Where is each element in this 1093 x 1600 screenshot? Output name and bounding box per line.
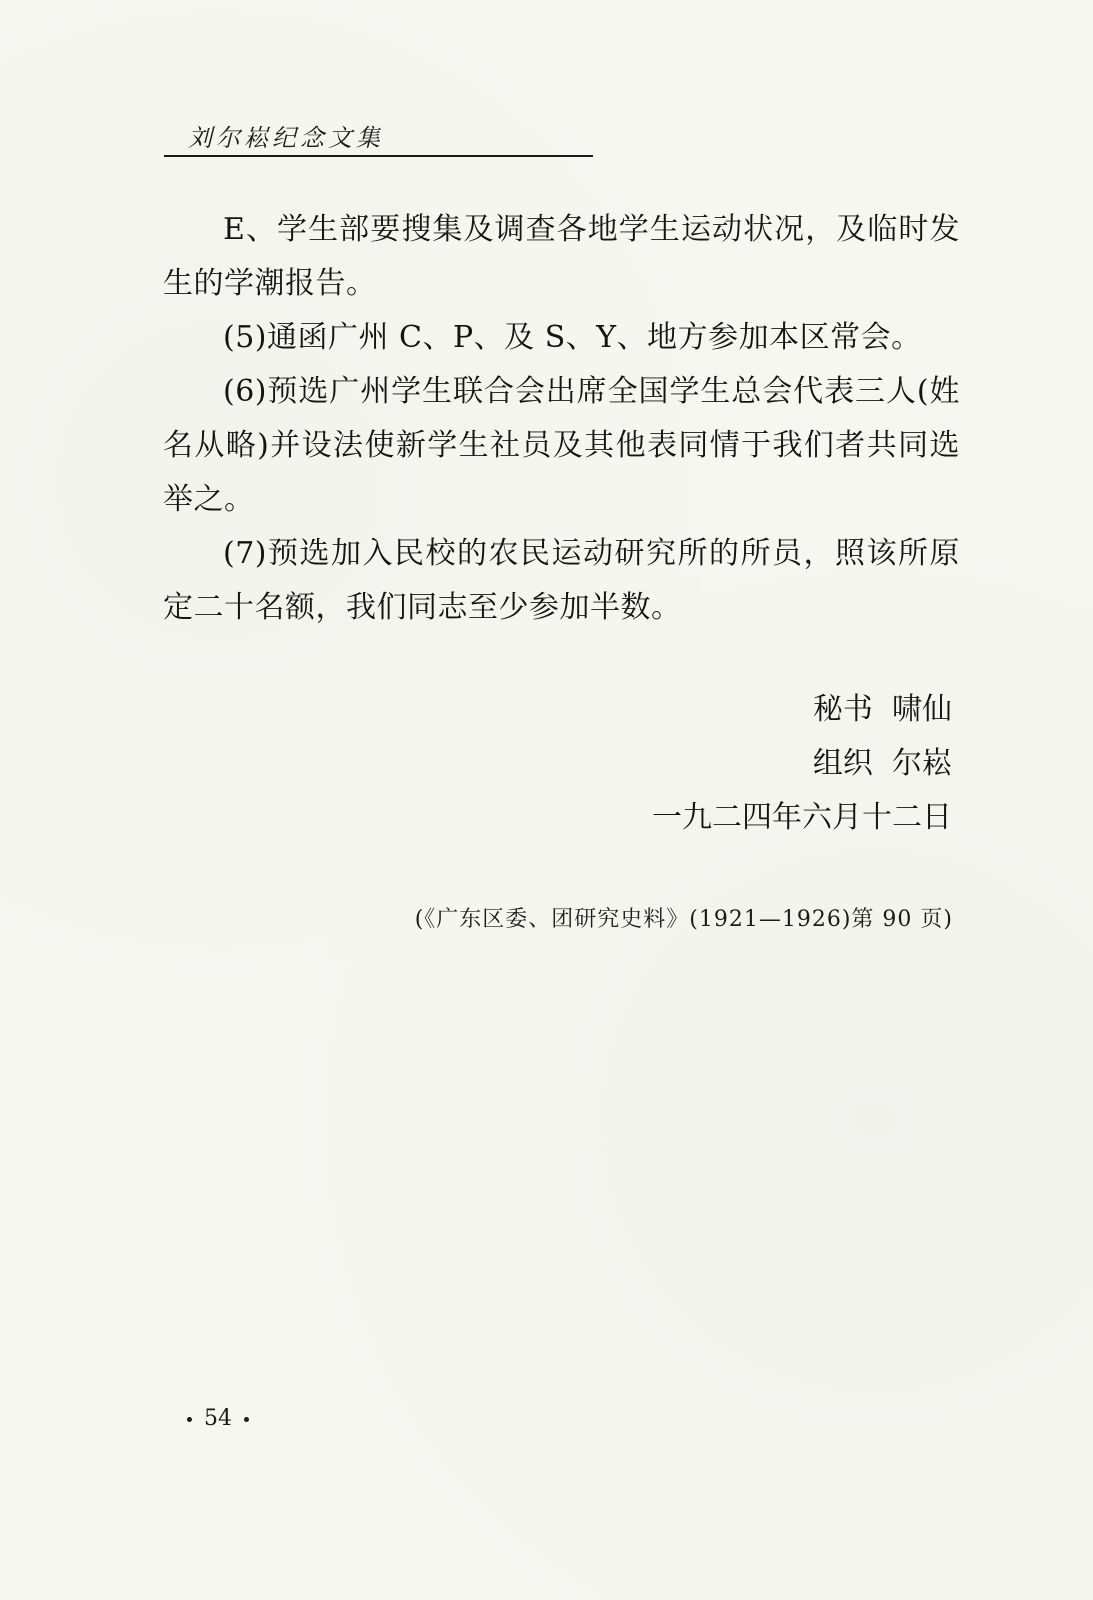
page-number-value: 54 bbox=[204, 1406, 232, 1431]
signature-organization: 组织 尔崧 bbox=[812, 746, 952, 781]
paragraph-5: (5)通函广州 C、P、及 S、Y、地方参加本区常会。 bbox=[223, 320, 922, 355]
header-rule bbox=[164, 155, 593, 157]
page-number-left-dot bbox=[187, 1417, 192, 1422]
signature-secretary: 秘书 啸仙 bbox=[812, 692, 952, 727]
body-text bbox=[163, 203, 960, 635]
page-number-right-dot bbox=[244, 1417, 249, 1422]
running-header-title: 刘尔崧纪念文集 bbox=[188, 124, 384, 152]
signature-block bbox=[652, 683, 952, 845]
page-number bbox=[175, 1406, 261, 1431]
signature-date: 一九二四年六月十二日 bbox=[652, 800, 952, 835]
paragraph-6: (6)预选广州学生联合会出席全国学生总会代表三人(姓名从略)并设法使新学生社员及其他表同情于我们者共同选举之。 bbox=[163, 374, 960, 517]
paragraph-7: (7)预选加入民校的农民运动研究所的所员，照该所原定二十名额，我们同志至少参加半数。 bbox=[163, 536, 960, 625]
paragraph-e: E、学生部要搜集及调查各地学生运动状况，及临时发生的学潮报告。 bbox=[163, 212, 960, 301]
source-citation: (《广东区委、团研究史料》(1921—1926)第 90 页) bbox=[414, 907, 953, 932]
